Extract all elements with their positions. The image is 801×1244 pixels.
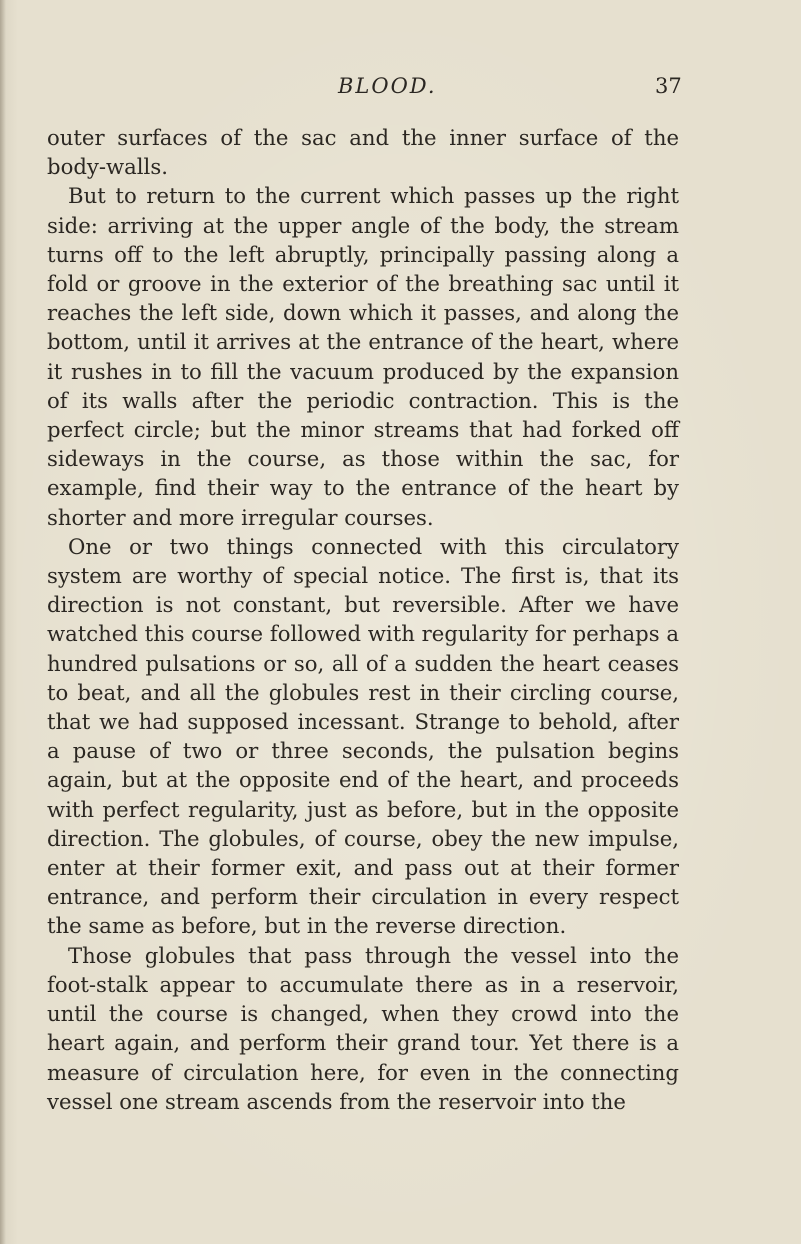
paragraph: But to return to the current which passes up the right side: arriving at the upper angle of the body, the stream turns off to the left abruptly, principally passing along a fold or groove in the exterior of the breathing sac until it reaches the left side, down which it passes, and along the bottom, until it arrives at the entrance of the heart, where it rushes in to fill the vacuum produced by the expansion of its walls after the periodic contraction. This is the perfect circle; but the minor streams that had forked off sideways in the course, as those within the sac, for example, find their way to the entrance of the heart by shorter and more irregular courses. (47, 183, 679, 530)
running-head (0, 74, 801, 104)
running-title: BLOOD. (338, 74, 437, 98)
body-text (47, 123, 679, 1116)
paragraph: Those globules that pass through the vessel into the foot-stalk appear to accumulate there as in a reservoir, until the course is changed, when they crowd into the heart again, and perform their grand tour. Yet there is a measure of circulation here, for even in the connecting vessel one stream ascends from the reservoir into the (47, 942, 679, 1114)
paragraph: One or two things connected with this circulatory system are worthy of special notice. The first is, that its direction is not constant, but reversible. After we have watched this course followed with regularity for perhaps a hundred pulsations or so, all of a sudden the heart ceases to beat, and all the globules rest in their circling course, that we had supposed incessant. Strange to behold, after a pause of two or three seconds, the pulsation begins again, but at the opposite end of the heart, and proceeds with perfect regularity, just as before, but in the opposite direction. The globules, of course, obey the new impulse, enter at their former exit, and pass out at their former entrance, and perform their circulation in every respect the same as before, but in the reverse direction. (47, 533, 679, 939)
page-edge-shadow (0, 0, 6, 1244)
paragraph: outer surfaces of the sac and the inner surface of the body-walls. (47, 125, 679, 180)
page-number: 37 (655, 74, 682, 98)
